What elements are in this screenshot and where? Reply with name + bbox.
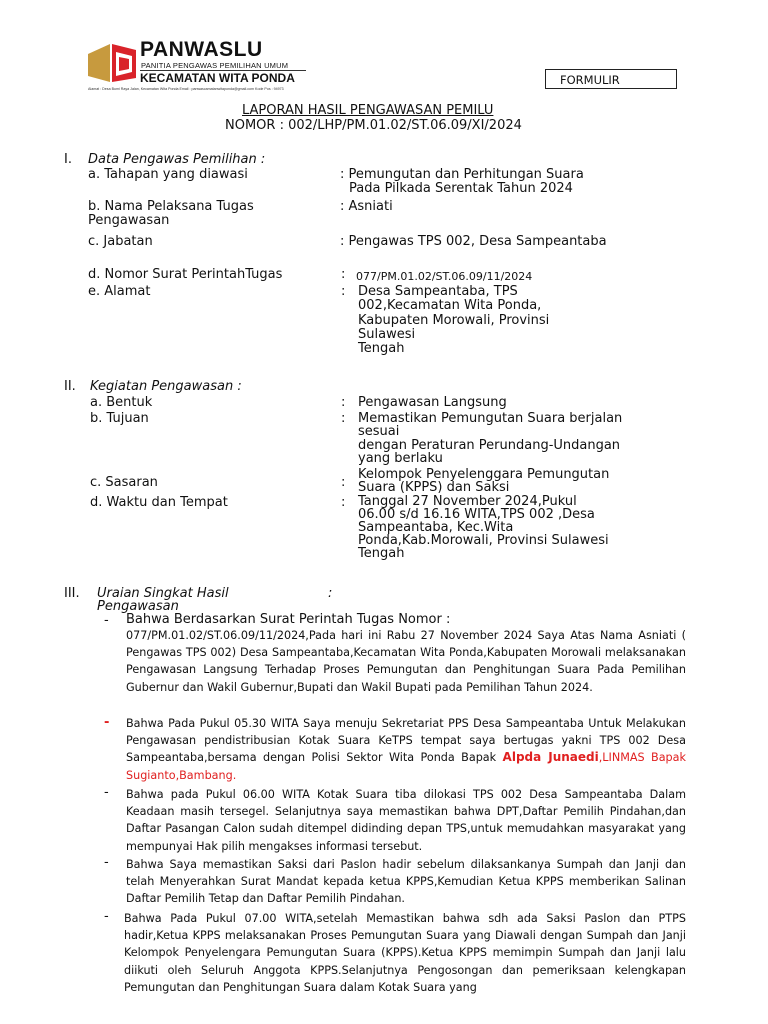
report-title: LAPORAN HASIL PENGAWASAN PEMILU bbox=[242, 103, 494, 118]
s2-b-label: b. Tujuan bbox=[90, 411, 149, 426]
p3-bullet: - bbox=[104, 785, 109, 800]
section2-number: II. bbox=[64, 379, 76, 394]
s1-a-label: a. Tahapan yang diawasi bbox=[88, 167, 248, 182]
p3-body: Bahwa pada Pukul 06.00 WITA Kotak Suara tiba dilokasi TPS 002 Desa Sampeantaba Dalam Keadaan masih tersegel. Selanjutnya saya memastikan bahwa DPT,Daftar Pemilih Pindahan,dan Daftar Pasangan Calon sudah ditempel didinding depan TPS,untuk memudahkan masyarakat yang mempunyai Hak pilih mengakses informasi tersebut. bbox=[126, 788, 686, 853]
s2-a-colon: : bbox=[341, 395, 346, 410]
s1-a-value-1: : Pemungutan dan Perhitungan Suara bbox=[340, 167, 584, 182]
p2-body bbox=[126, 715, 686, 784]
s2-a-label: a. Bentuk bbox=[90, 395, 153, 410]
s1-d-colon: : bbox=[341, 267, 346, 282]
s1-d-value: 077/PM.01.02/ST.06.09/11/2024 bbox=[356, 270, 533, 283]
form-label-box: FORMULIR bbox=[545, 69, 677, 89]
p5-bullet: - bbox=[104, 909, 109, 924]
s1-e-colon: : bbox=[341, 284, 346, 299]
p1-bullet: - bbox=[104, 613, 109, 628]
p2-officer-name: Alpda Junaedi bbox=[502, 750, 599, 765]
s1-e-label: e. Alamat bbox=[88, 284, 151, 299]
s1-e-value-1: Desa Sampeantaba, TPS bbox=[358, 284, 518, 299]
s1-d-label: d. Nomor Surat PerintahTugas bbox=[88, 267, 283, 282]
section3-title-1: Uraian Singkat Hasil bbox=[97, 586, 229, 601]
s2-d-colon: : bbox=[341, 495, 346, 510]
logo-title: PANWASLU bbox=[140, 38, 263, 61]
report-number: NOMOR : 002/LHP/PM.01.02/ST.06.09/XI/2024 bbox=[225, 118, 522, 133]
s2-c-label: c. Sasaran bbox=[90, 475, 158, 490]
logo-kecamatan: KECAMATAN WITA PONDA bbox=[140, 71, 295, 85]
s1-c-value: : Pengawas TPS 002, Desa Sampeantaba bbox=[340, 234, 607, 249]
p4-body: Bahwa Saya memastikan Saksi dari Paslon hadir sebelum dilaksankanya Sumpah dan Janji dan telah Menyerahkan Surat Mandat kepada ketua KPPS,Kemudian Ketua KPPS memberikan Salinan Daftar Pemilih Tetap dan Daftar Pemilih Pindahan. bbox=[126, 858, 686, 906]
s2-c-value-1: Kelompok Penyelenggara Pemungutan bbox=[358, 467, 610, 482]
p2-text: Bahwa Pada Pukul 05.30 WITA Saya menuju Sekretariat PPS Desa Sampeantaba Untuk Melakukan Pengawasan pendistribusian Kotak Suara KeTPS tempat saya bertugas yakni TPS 002 Desa Sampeantaba,bersama dengan Polisi Sektor Wita Ponda Bapak bbox=[126, 717, 686, 765]
s1-e-value-4: Sulawesi bbox=[358, 327, 416, 342]
s1-c-label: c. Jabatan bbox=[88, 234, 153, 249]
s2-d-value-5: Tengah bbox=[358, 546, 405, 561]
p1-first-line: Bahwa Berdasarkan Surat Perintah Tugas Nomor : bbox=[126, 612, 451, 627]
s2-d-value-4: Ponda,Kab.Morowali, Provinsi Sulawesi bbox=[358, 533, 609, 548]
s1-e-value-2: 002,Kecamatan Wita Ponda, bbox=[358, 298, 542, 313]
s1-a-value-2: Pada Pilkada Serentak Tahun 2024 bbox=[349, 181, 573, 196]
s2-d-value-1: Tanggal 27 November 2024,Pukul bbox=[358, 494, 577, 509]
p4-bullet: - bbox=[104, 855, 109, 870]
s2-c-colon: : bbox=[341, 475, 346, 490]
p5-body: Bahwa Pada Pukul 07.00 WITA,setelah Memastikan bahwa sdh ada Saksi Paslon dan PTPS hadir,Ketua KPPS melaksanakan Proses Pemungutan Suara yang Diawali dengan Sumpah dan Janji Kelompok Penyelengara Pemungutan Suara (KPPS).Ketua KPPS memimpin Sumpah dan Janji lalu diikuti oleh Seluruh Anggota KPPS.Selanjutnya Pengosongan dan pemeriksaan kelengkapan Pemungutan dan Penghitungan Suara dalam Kotak Suara yang bbox=[124, 912, 686, 994]
section1-number: I. bbox=[64, 152, 72, 167]
p2-linmas-names: ,LINMAS Bapak Sugianto,Bambang. bbox=[126, 751, 686, 782]
s2-b-value-2: sesuai bbox=[358, 424, 400, 439]
s2-d-value-2: 06.00 s/d 16.16 WITA,TPS 002 ,Desa bbox=[358, 507, 595, 522]
s2-a-value: Pengawasan Langsung bbox=[358, 395, 507, 410]
s2-c-value-2: Suara (KPPS) dan Saksi bbox=[358, 480, 510, 495]
panwaslu-logo bbox=[88, 42, 138, 84]
section2-title: Kegiatan Pengawasan : bbox=[90, 379, 242, 394]
s2-b-value-3: dengan Peraturan Perundang-Undangan bbox=[358, 438, 621, 453]
s1-b-value: : Asniati bbox=[340, 199, 393, 214]
s1-b-label-2: Pengawasan bbox=[88, 213, 170, 228]
p2-bullet: - bbox=[104, 715, 110, 730]
p1-body: 077/PM.01.02/ST.06.09/11/2024,Pada hari ini Rabu 27 November 2024 Saya Atas Nama Asniati ( Pengawas TPS 002) Desa Sampeantaba,Kecamatan Wita Ponda,Kabupaten Morowali melaksanakan Pengawasan Langsung Terhadap Proses Pemungutan dan Penghitungan Suara Pada Pemilihan Gubernur dan Wakil Gubernur,Bupati dan Wakil Bupati pada Pemilihan Tahun 2024. bbox=[126, 629, 686, 694]
s2-d-label: d. Waktu dan Tempat bbox=[90, 495, 228, 510]
s2-b-colon: : bbox=[341, 411, 346, 426]
section3-number: III. bbox=[64, 586, 80, 601]
s1-b-label-1: b. Nama Pelaksana Tugas bbox=[88, 199, 254, 214]
section3-colon: : bbox=[328, 586, 333, 601]
logo-subtitle: PANITIA PENGAWAS PEMILIHAN UMUM bbox=[141, 61, 289, 70]
s2-b-value-4: yang berlaku bbox=[358, 451, 443, 466]
logo-address: Alamat : Desa Bumi Raya Jalan, Kecamatan Wita Ponda Email : panwascamatanwitaponda@gmail.com Kode Pos : 94973 bbox=[88, 87, 284, 91]
s1-e-value-5: Tengah bbox=[358, 341, 405, 356]
s2-b-value-1: Memastikan Pemungutan Suara berjalan bbox=[358, 411, 623, 426]
section3-title-2: Pengawasan bbox=[97, 599, 179, 614]
s1-e-value-3: Kabupaten Morowali, Provinsi bbox=[358, 313, 550, 328]
section1-title: Data Pengawas Pemilihan : bbox=[88, 152, 266, 167]
s2-d-value-3: Sampeantaba, Kec.Wita bbox=[358, 520, 514, 535]
